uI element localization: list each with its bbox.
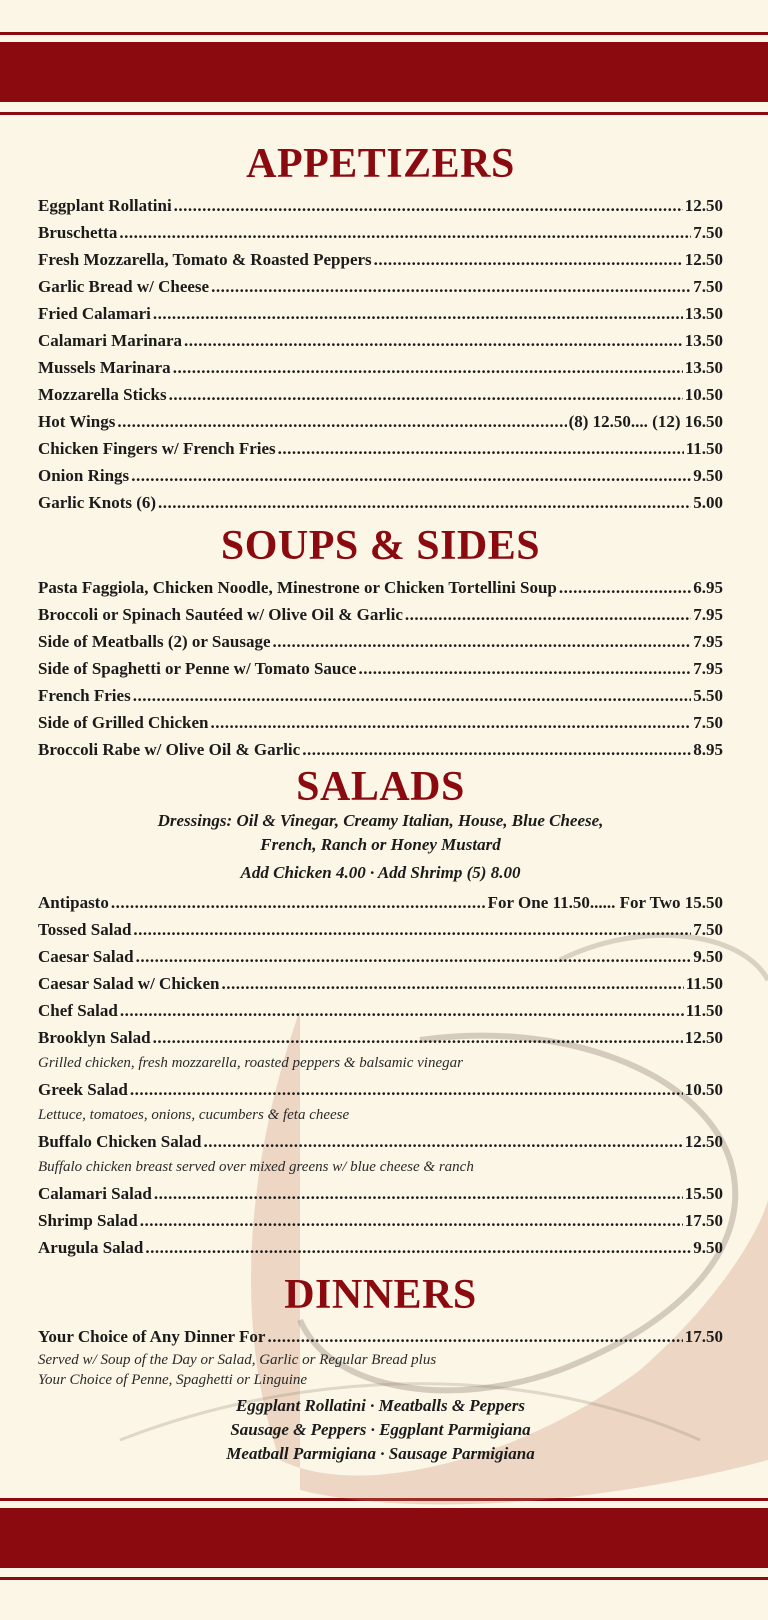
- leader-dots: [133, 916, 691, 943]
- leader-dots: [174, 192, 683, 219]
- dinner-desc-line1: Served w/ Soup of the Day or Salad, Garlic or Regular Bread plus: [38, 1352, 437, 1368]
- leader-dots: [222, 970, 684, 997]
- menu-item-name: Fresh Mozzarella, Tomato & Roasted Peppers: [38, 250, 372, 269]
- menu-item: [38, 997, 723, 1024]
- menu-item: [38, 601, 723, 628]
- menu-item-price: 12.50: [684, 1028, 723, 1047]
- leader-dots: [119, 219, 691, 246]
- salad-dressings-line1: Dressings: Oil & Vinegar, Creamy Italian, House, Blue Cheese,: [157, 811, 604, 830]
- leader-dots: [154, 1180, 683, 1207]
- menu-item-price: 12.50: [684, 250, 723, 269]
- menu-item: [38, 219, 723, 246]
- menu-item: [38, 889, 723, 916]
- menu-item-name: Eggplant Rollatini: [38, 196, 172, 215]
- menu-item: [38, 1234, 723, 1261]
- menu-item-price: 7.50: [693, 713, 723, 732]
- leader-dots: [173, 354, 683, 381]
- menu-item-name: Bruschetta: [38, 223, 118, 242]
- leader-dots: [136, 943, 692, 970]
- menu-item: [38, 655, 723, 682]
- menu-item-price: 9.50: [693, 1238, 723, 1257]
- menu-item: [38, 628, 723, 655]
- leader-dots: [302, 736, 691, 763]
- menu-item-name: Broccoli Rabe w/ Olive Oil & Garlic: [38, 740, 301, 759]
- appetizers-title: APPETIZERS: [246, 141, 515, 187]
- bottom-band: [0, 1508, 768, 1568]
- menu-item: [38, 273, 723, 300]
- menu-item-description: Lettuce, tomatoes, onions, cucumbers & feta cheese: [38, 1107, 350, 1123]
- menu-item-name: Side of Spaghetti or Penne w/ Tomato Sauce: [38, 659, 357, 678]
- menu-item: [38, 489, 723, 516]
- dinner-options-line2: Sausage & Peppers · Eggplant Parmigiana: [230, 1420, 531, 1439]
- leader-dots: [203, 1128, 682, 1155]
- menu-item: [38, 1180, 723, 1207]
- leader-dots: [267, 1323, 682, 1350]
- menu-item-price: 12.50: [684, 1132, 723, 1151]
- salad-addons: Add Chicken 4.00 · Add Shrimp (5) 8.00: [240, 863, 521, 882]
- leader-dots: [130, 1076, 683, 1103]
- menu-item-description: Buffalo chicken breast served over mixed greens w/ blue cheese & ranch: [38, 1159, 474, 1175]
- menu-item-name: Antipasto: [38, 893, 109, 912]
- menu-item-name: French Fries: [38, 686, 131, 705]
- menu-item-price: 13.50: [684, 358, 723, 377]
- top-band: [0, 42, 768, 102]
- menu-item-price: 10.50: [684, 385, 723, 404]
- leader-dots: [153, 300, 683, 327]
- leader-dots: [117, 408, 566, 435]
- menu-item: [38, 408, 723, 435]
- menu-item: [38, 574, 723, 601]
- bottom-rule: [0, 1577, 768, 1580]
- menu-item-price: For One 11.50...... For Two 15.50: [487, 893, 723, 912]
- menu-item-name: Calamari Salad: [38, 1184, 152, 1203]
- menu-item-name: Mussels Marinara: [38, 358, 171, 377]
- menu-item: [38, 246, 723, 273]
- dinners-title: DINNERS: [284, 1272, 477, 1318]
- menu-item-price: 9.50: [693, 947, 723, 966]
- menu-item: [38, 1024, 723, 1051]
- leader-dots: [158, 489, 691, 516]
- menu-item-price: 12.50: [684, 196, 723, 215]
- menu-item-price: 13.50: [684, 331, 723, 350]
- salads-list: [38, 889, 723, 1261]
- soups-title: SOUPS & SIDES: [220, 523, 541, 569]
- menu-item: [38, 435, 723, 462]
- menu-item-name: Mozzarella Sticks: [38, 385, 167, 404]
- menu-item: [38, 736, 723, 763]
- menu-item-name: Tossed Salad: [38, 920, 132, 939]
- menu-item-name: Broccoli or Spinach Sautéed w/ Olive Oil & Garlic: [38, 605, 403, 624]
- leader-dots: [358, 655, 691, 682]
- dinner-options-line3: Meatball Parmigiana · Sausage Parmigiana: [226, 1444, 535, 1463]
- dinner-choice-price: 17.50: [684, 1327, 723, 1346]
- menu-item-name: Fried Calamari: [38, 304, 151, 323]
- leader-dots: [131, 462, 691, 489]
- menu-item-name: Side of Grilled Chicken: [38, 713, 209, 732]
- leader-dots: [211, 273, 691, 300]
- menu-item-price: 5.00: [693, 493, 723, 512]
- leader-dots: [210, 709, 691, 736]
- menu-item-price: 11.50: [685, 439, 723, 458]
- leader-dots: [374, 246, 683, 273]
- menu-item-name: Garlic Bread w/ Cheese: [38, 277, 210, 296]
- menu-item-name: Shrimp Salad: [38, 1211, 138, 1230]
- leader-dots: [405, 601, 691, 628]
- menu-item: [38, 970, 723, 997]
- leader-dots: [559, 574, 691, 601]
- menu-item-price: 7.50: [693, 277, 723, 296]
- menu-item-price: 7.50: [693, 223, 723, 242]
- menu-item-price: 6.95: [693, 578, 723, 597]
- menu-item-price: 9.50: [693, 466, 723, 485]
- leader-dots: [145, 1234, 691, 1261]
- menu-item-name: Side of Meatballs (2) or Sausage: [38, 632, 271, 651]
- menu-item-name: Arugula Salad: [38, 1238, 144, 1257]
- menu-item-price: 11.50: [685, 1001, 723, 1020]
- menu-item: [38, 327, 723, 354]
- menu-item-price: 7.95: [693, 632, 723, 651]
- menu-item: [38, 709, 723, 736]
- leader-dots: [184, 327, 683, 354]
- menu-item: [38, 354, 723, 381]
- salads-title: SALADS: [296, 764, 465, 810]
- salad-dressings-line2: French, Ranch or Honey Mustard: [260, 835, 501, 854]
- menu-item-price: 10.50: [684, 1080, 723, 1099]
- menu-item-name: Calamari Marinara: [38, 331, 182, 350]
- menu-item: [38, 300, 723, 327]
- menu-item-name: Garlic Knots (6): [38, 493, 157, 512]
- menu-item: [38, 1207, 723, 1234]
- menu-item-name: Brooklyn Salad: [38, 1028, 151, 1047]
- leader-dots: [111, 889, 486, 916]
- menu-item: [38, 462, 723, 489]
- leader-dots: [169, 381, 683, 408]
- menu-item-name: Greek Salad: [38, 1080, 128, 1099]
- menu-item: [38, 682, 723, 709]
- menu-item: [38, 916, 723, 943]
- menu-item-price: 17.50: [684, 1211, 723, 1230]
- menu-item: [38, 381, 723, 408]
- menu-item-price: 13.50: [684, 304, 723, 323]
- menu-item-price: 15.50: [684, 1184, 723, 1203]
- soups-list: [38, 574, 723, 763]
- menu-item-price: 11.50: [685, 974, 723, 993]
- menu-item-name: Pasta Faggiola, Chicken Noodle, Minestrone or Chicken Tortellini Soup: [38, 578, 557, 597]
- leader-dots: [153, 1024, 683, 1051]
- menu-item-price: 7.95: [693, 659, 723, 678]
- menu-item-name: Caesar Salad w/ Chicken: [38, 974, 220, 993]
- menu-item-name: Chicken Fingers w/ French Fries: [38, 439, 276, 458]
- leader-dots: [273, 628, 692, 655]
- appetizers-list: [38, 192, 723, 516]
- menu-item-description: Grilled chicken, fresh mozzarella, roasted peppers & balsamic vinegar: [38, 1055, 463, 1071]
- menu-item-price: 7.50: [693, 920, 723, 939]
- top-rule: [0, 32, 768, 35]
- bottom-rule-upper: [0, 1498, 768, 1501]
- menu-item-price: (8) 12.50.... (12) 16.50: [568, 412, 723, 431]
- dinner-options-line1: Eggplant Rollatini · Meatballs & Peppers: [235, 1396, 526, 1415]
- top-rule-lower: [0, 112, 768, 115]
- menu-item-name: Chef Salad: [38, 1001, 118, 1020]
- menu-item-name: Hot Wings: [38, 412, 116, 431]
- menu-item-name: Buffalo Chicken Salad: [38, 1132, 202, 1151]
- menu-item: [38, 1076, 723, 1103]
- menu-item: [38, 1128, 723, 1155]
- menu-item: [38, 943, 723, 970]
- menu-item-name: Onion Rings: [38, 466, 130, 485]
- leader-dots: [140, 1207, 683, 1234]
- leader-dots: [120, 997, 684, 1024]
- dinner-choice-row: [38, 1323, 723, 1350]
- dinner-choice-name: Your Choice of Any Dinner For: [38, 1327, 266, 1346]
- menu-content: [38, 134, 723, 1466]
- dinner-desc-line2: Your Choice of Penne, Spaghetti or Linguine: [38, 1372, 308, 1388]
- menu-item-price: 7.95: [693, 605, 723, 624]
- menu-item: [38, 192, 723, 219]
- menu-item-name: Caesar Salad: [38, 947, 134, 966]
- menu-item-price: 5.50: [693, 686, 723, 705]
- leader-dots: [133, 682, 692, 709]
- menu-item-price: 8.95: [693, 740, 723, 759]
- leader-dots: [278, 435, 684, 462]
